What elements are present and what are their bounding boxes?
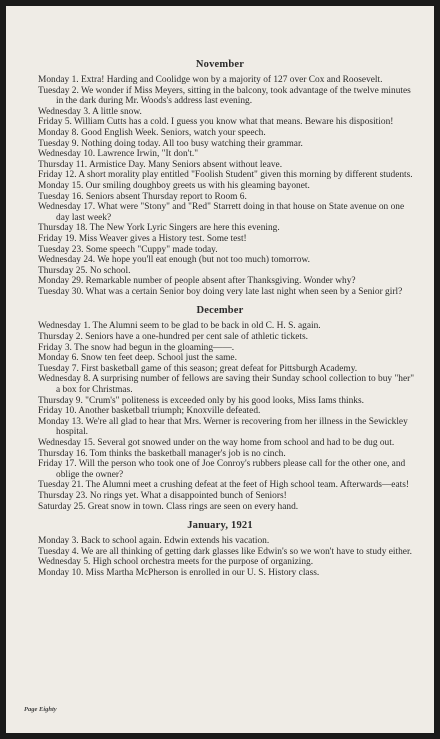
diary-entry: Monday 10. Miss Martha McPherson is enrolled in our U. S. History class. [38,567,320,578]
diary-entry: Tuesday 30. What was a certain Senior boy doing very late last night when seen by a Senior girl? [38,286,403,297]
diary-entry: Wednesday 5. High school orchestra meets for the purpose of organizing. [38,557,314,568]
diary-entry: Monday 29. Remarkable number of people absent after Thanksgiving. Wonder why? [38,276,356,287]
diary-entry: Friday 19. Miss Weaver gives a History test. Some test! [38,233,247,244]
diary-entry: Friday 3. The snow had begun in the gloaming——. [38,342,235,353]
diary-entry: Wednesday 10. Lawrence Irwin, "It don't." [38,149,199,160]
diary-entry: Wednesday 15. Several got snowed under on the way home from school and had to be dug out. [38,438,395,448]
diary-entry: Thursday 16. Tom thinks the basketball manager's job is no cinch. [38,448,286,459]
diary-entry: Monday 3. Back to school again. Edwin extends his vacation. [38,536,270,547]
diary-entry: Monday 8. Good English Week. Seniors, watch your speech. [38,127,266,138]
diary-entry: Monday 6. Snow ten feet deep. School just the same. [38,353,237,364]
diary-entry: Tuesday 23. Some speech "Cuppy" made today. [38,244,218,255]
diary-entry: Thursday 18. The New York Lyric Singers are here this evening. [38,223,280,234]
diary-entry: Thursday 11. Armistice Day. Many Seniors absent without leave. [38,159,283,170]
diary-entry: Wednesday 17. What were "Stony" and "Red" Starrett doing in that house on State avenue on one day last week? [38,202,405,223]
diary-entry: Monday 15. Our smiling doughboy greets us with his gleaming bayonet. [38,180,310,191]
diary-entry: Tuesday 4. We are all thinking of getting dark glasses like Edwin's so we won't have to study either. [38,546,412,557]
diary-entry: Tuesday 7. First basketball game of this season; great defeat for Pittsburgh Academy. [38,363,358,374]
diary-entry: Tuesday 16. Seniors absent Thursday report to Room 6. [38,191,247,202]
diary-entry: Thursday 9. "Crum's" politeness is exceeded only by his good looks, Miss Iams thinks. [38,395,364,406]
january-entries [6,536,434,578]
diary-entry: Wednesday 1. The Alumni seem to be glad to be back in old C. H. S. again. [38,321,321,332]
section-title-december: December [196,305,244,317]
diary-entry: Monday 1. Extra! Harding and Coolidge won by a majority of 127 over Cox and Roosevelt. [38,75,383,85]
section-title-november: November [195,59,245,70]
diary-entry: Tuesday 2. We wonder if Miss Meyers, sitting in the balcony, took advantage of the twelve minutes in the dark during Mr. Woods's address last evening. [38,85,411,107]
diary-entry: Friday 12. A short morality play entitled "Foolish Student" given this morning by different students. [38,170,413,181]
diary-entry: Wednesday 24. We hope you'll eat enough (but not too much) tomorrow. [38,255,310,266]
diary-entry: Friday 5. William Cutts has a cold. I guess you know what that means. Beware his disposition! [38,117,394,128]
diary-entry: Tuesday 21. The Alumni meet a crushing defeat at the feet of High school team. Afterwards—eats! [38,480,409,491]
page-number: Page Eighty [24,706,57,713]
diary-entry: Friday 17. Will the person who took one of Joe Conroy's rubbers please call for the other one, and oblige the owner? [38,459,406,480]
diary-entry: Thursday 25. No school. [38,265,131,276]
november-entries [6,75,434,297]
section-title-january: January, 1921 [187,520,253,532]
diary-entry: Friday 10. Another basketball triumph; Knoxville defeated. [38,406,261,417]
diary-entry: Tuesday 9. Nothing doing today. All too busy watching their grammar. [38,138,303,149]
document-page [6,6,434,733]
diary-content [6,58,434,579]
diary-entry: Wednesday 3. A little snow. [38,106,142,117]
diary-entry: Saturday 25. Great snow in town. Class rings are seen on every hand. [38,501,299,512]
diary-entry: Thursday 23. No rings yet. What a disappointed bunch of Seniors! [38,490,287,501]
december-entries [6,321,434,512]
diary-entry: Monday 13. We're all glad to hear that Mrs. Werner is recovering from her illness in the Sewickley hospital. [38,416,408,438]
diary-entry: Wednesday 8. A surprising number of fellows are saving their Sunday school collection to buy "her" a box for Christmas. [38,374,415,396]
diary-entry: Thursday 2. Seniors have a one-hundred per cent sale of athletic tickets. [38,332,308,343]
